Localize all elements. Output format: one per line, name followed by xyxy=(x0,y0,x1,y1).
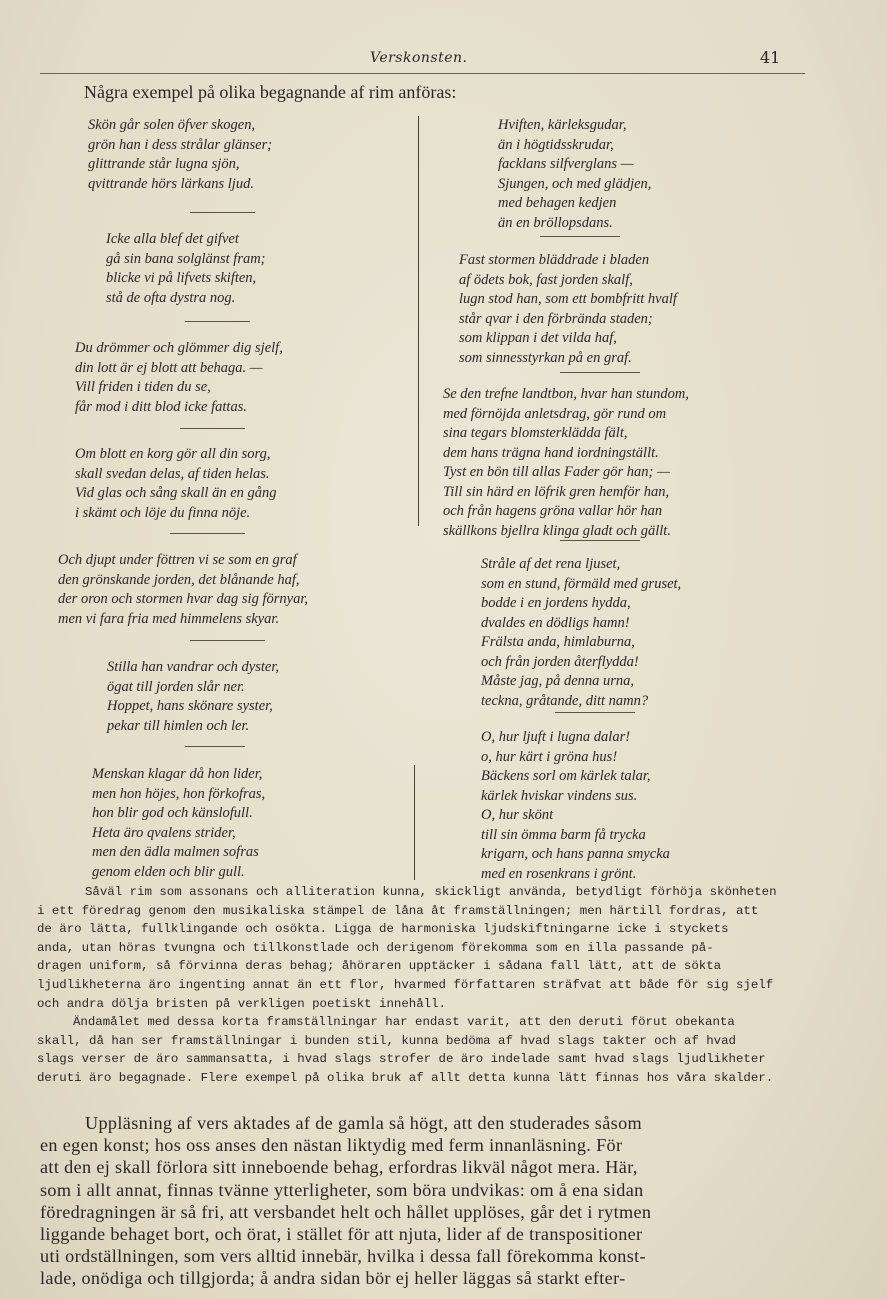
poem-line: Vid glas och sång skall än en gång xyxy=(75,485,277,501)
separator-rule xyxy=(170,533,245,534)
poem-line: pekar till himlen och ler. xyxy=(107,717,250,734)
poem-line: krigarn, och hans panna smycka xyxy=(481,846,670,862)
prose-line: föredragningen är så fri, att versbandet helt och hållet upplöses, går det i rytmen xyxy=(40,1201,652,1222)
column-divider xyxy=(414,765,415,880)
poem-line: der oron och stormen hvar dag sig förnyar, xyxy=(58,591,308,607)
left-poem-2 xyxy=(106,230,266,308)
separator-rule xyxy=(185,321,250,322)
poem-line: O, hur skönt xyxy=(481,807,554,823)
poem-line: med förnöjda anletsdrag, gör rund om xyxy=(443,405,667,422)
prose-line: liggande behaget bort, och örat, i stället för att njuta, lider af de transpositioner xyxy=(40,1224,643,1245)
prose-line: ljudlikheterna äro ingenting annat än ett flor, hvarmed författaren sträfvat att både för sig sjelf xyxy=(37,977,774,992)
poem-line: o, hur kärt i gröna hus! xyxy=(481,748,618,765)
poem-line: till sin ömma barm få trycka xyxy=(481,826,646,843)
running-header-title: Verskonsten. xyxy=(370,50,468,66)
poem-line: Skön går solen öfver skogen, xyxy=(88,117,256,133)
poem-line: af ödets bok, fast jorden skalf, xyxy=(459,271,633,288)
poem-line: och från jorden återflydda! xyxy=(481,653,639,670)
left-poem-1 xyxy=(88,116,272,194)
left-poem-3 xyxy=(75,339,283,417)
poem-line: Vill friden i tiden du se, xyxy=(75,379,211,395)
prose-line: som i allt annat, finnas tvänne ytterligheter, som böra undvikas: om å ena sidan xyxy=(40,1179,644,1200)
poem-line: skällkons bjellra klinga gladt och gällt. xyxy=(443,522,671,539)
poem-line: än i högtidsskrudar, xyxy=(498,136,614,153)
separator-rule xyxy=(190,212,255,213)
poem-line: som klippan i det vilda haf, xyxy=(459,330,617,346)
poem-line: än en bröllopsdans. xyxy=(498,214,613,231)
poem-line: facklans silfverglans — xyxy=(498,156,634,172)
poem-line: dem hans trägna hand iordningställt. xyxy=(443,444,659,461)
right-poem-1 xyxy=(498,116,651,233)
poem-line: Se den trefne landtbon, hvar han stundom, xyxy=(443,386,689,402)
poem-line: men den ädla malmen sofras xyxy=(92,844,259,860)
prose-line: anda, utan höras tvungna och tillkonstlade och derigenom förekomma som en illa passande på- xyxy=(37,940,714,955)
prose-line: lade, onödiga och tillgjorda; å andra sidan bör ej heller läggas så starkt efter- xyxy=(40,1268,626,1289)
poem-line: Menskan klagar då hon lider, xyxy=(92,766,263,782)
poem-line: Sjungen, och med glädjen, xyxy=(498,175,652,192)
poem-line: får mod i ditt blod icke fattas. xyxy=(75,398,247,415)
column-divider xyxy=(418,116,419,526)
right-poem-2 xyxy=(459,251,677,368)
prose-line: slags verser de äro sammansatta, i hvad slags strofer de äro indelade samt hvad slags ljudlikheter xyxy=(37,1052,766,1067)
left-poem-7 xyxy=(92,765,265,882)
separator-rule xyxy=(560,372,640,373)
prose-line: deruti äro begagnade. Flere exempel på olika bruk af allt detta kunna lätt finnas hos våra skalder. xyxy=(37,1070,774,1085)
poem-line: Heta äro qvalens strider, xyxy=(92,824,236,841)
separator-rule xyxy=(560,540,640,541)
poem-line: blicke vi på lifvets skiften, xyxy=(106,270,257,286)
separator-rule xyxy=(540,236,620,237)
poem-line: Icke alla blef det gifvet xyxy=(106,231,239,247)
poem-line: hon blir god och känslofull. xyxy=(92,805,253,821)
poem-line: med en rosenkrans i grönt. xyxy=(481,865,637,882)
right-poem-5 xyxy=(481,728,670,884)
right-poem-3 xyxy=(443,385,689,541)
poem-line: qvittrande hörs lärkans ljud. xyxy=(88,175,254,192)
poem-line: och från hagens gröna vallar hör han xyxy=(443,503,663,519)
prose-line: uti ordställningen, som vers alltid innebär, hvilka i dessa fall förekomma konst- xyxy=(40,1246,646,1267)
prose-line: en egen konst; hos oss anses den nästan liktydig med ferm innanläsning. För xyxy=(40,1135,623,1156)
left-poem-5 xyxy=(58,551,308,629)
prose-line: Uppläsning af vers aktades af de gamla så högt, att den studerades såsom xyxy=(85,1113,643,1133)
intro-line: Några exempel på olika begagnande af rim anföras: xyxy=(84,82,457,102)
prose-line: i ett föredrag genom den musikaliska stämpel de låna åt framställningen; men härtill fordras, att xyxy=(37,903,759,918)
right-poem-4 xyxy=(481,555,681,711)
poem-line: Stilla han vandrar och dyster, xyxy=(107,659,279,675)
prose-paragraphs-small xyxy=(37,883,802,1088)
prose-line: skall, då han ser framställningar i bunden stil, kunna bedöma af hvad slags takter och af hvad xyxy=(37,1033,736,1048)
poem-line: i skämt och löje du finna nöje. xyxy=(75,504,251,521)
poem-line: lugn stod han, som ett bombfritt hvalf xyxy=(459,291,677,307)
poem-line: ögat till jorden slår ner. xyxy=(107,678,245,695)
prose-line: Såväl rim som assonans och alliteration kunna, skickligt använda, betydligt förhöja skönheten xyxy=(85,885,777,899)
poem-line: som sinnesstyrkan på en graf. xyxy=(459,349,632,366)
poem-line: dvaldes en dödligs hamn! xyxy=(481,614,630,631)
left-poem-6 xyxy=(107,658,279,736)
poem-line: sina tegars blomsterklädda fält, xyxy=(443,425,628,441)
poem-line: men vi fara fria med himmelens skyar. xyxy=(58,610,280,627)
poem-line: Stråle af det rena ljuset, xyxy=(481,556,621,572)
separator-rule xyxy=(555,712,635,713)
poem-line: men hon höjes, hon förkofras, xyxy=(92,785,266,802)
poem-line: Om blott en korg gör all din sorg, xyxy=(75,446,271,462)
poem-line: Du drömmer och glömmer dig sjelf, xyxy=(75,340,283,356)
poem-line: stå de ofta dystra nog. xyxy=(106,289,236,306)
prose-line: och andra dölja bristen på verkligen poetiskt innehåll. xyxy=(37,996,446,1011)
poem-line: genom elden och blir gull. xyxy=(92,863,245,880)
poem-line: Till sin härd en löfrik gren hemför han, xyxy=(443,483,670,500)
prose-line: de äro lätta, fullklingande och osökta. Ligga de harmoniska ljudskiftningarne icke i styckets xyxy=(37,922,729,937)
poem-line: glittrande står lugna sjön, xyxy=(88,156,240,172)
poem-line: står qvar i den förbrända staden; xyxy=(459,310,653,327)
poem-line: Fast stormen bläddrade i bladen xyxy=(459,252,650,268)
separator-rule xyxy=(190,640,265,641)
poem-line: Tyst en bön till allas Fader gör han; — xyxy=(443,464,670,480)
poem-line: gå sin bana solglänst fram; xyxy=(106,250,266,267)
poem-line: Bäckens sorl om kärlek talar, xyxy=(481,768,651,784)
poem-line: den grönskande jorden, det blånande haf, xyxy=(58,571,300,588)
poem-line: bodde i en jordens hydda, xyxy=(481,595,631,611)
poem-line: skall svedan delas, af tiden helas. xyxy=(75,465,270,482)
header-rule xyxy=(40,73,805,74)
poem-line: Frälsta anda, himlaburna, xyxy=(481,634,635,650)
poem-line: grön han i dess strålar glänser; xyxy=(88,136,273,153)
poem-line: med behagen kedjen xyxy=(498,195,617,211)
poem-line: teckna, gråtande, ditt namn? xyxy=(481,692,649,709)
poem-line: O, hur ljuft i lugna dalar! xyxy=(481,729,631,745)
poem-line: din lott är ej blott att behaga. — xyxy=(75,359,263,376)
prose-line: dragen uniform, så förvinna deras behag; åhöraren upptäcker i sådana fall lätt, att de sökta xyxy=(37,959,722,974)
separator-rule xyxy=(185,746,245,747)
left-poem-4 xyxy=(75,445,277,523)
poem-line: som en stund, förmäld med gruset, xyxy=(481,575,682,592)
separator-rule xyxy=(180,428,245,429)
poem-line: kärlek hviskar vindens sus. xyxy=(481,787,638,804)
page-number: 41 xyxy=(760,48,781,67)
poem-line: Måste jag, på denna urna, xyxy=(481,673,635,689)
poem-line: Hviften, kärleksgudar, xyxy=(498,117,627,133)
poem-line: Hoppet, hans skönare syster, xyxy=(107,698,273,714)
prose-line: att den ej skall förlora sitt inneboende behag, erfordras likväl något mera. Här, xyxy=(40,1157,638,1178)
prose-paragraph-large xyxy=(40,1112,810,1290)
prose-line: Ändamålet med dessa korta framställningar har endast varit, att den deruti förut obekanta xyxy=(73,1015,735,1030)
poem-line: Och djupt under föttren vi se som en graf xyxy=(58,552,297,568)
